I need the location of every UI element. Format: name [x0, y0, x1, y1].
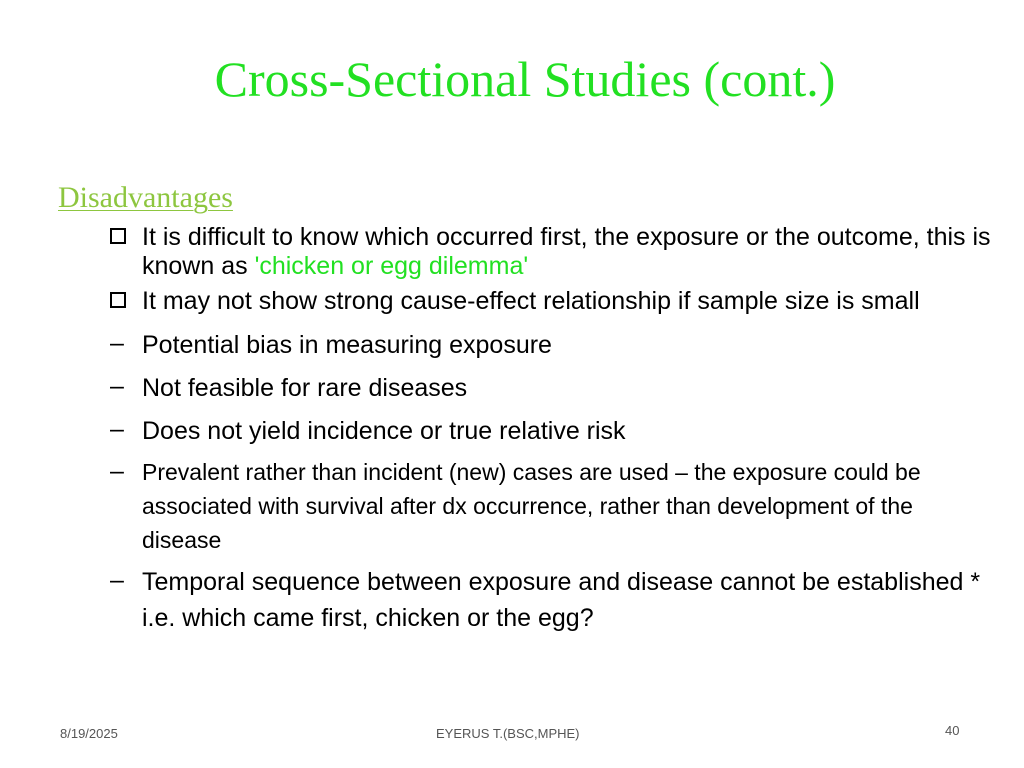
list-item [110, 223, 994, 281]
highlight-term: 'chicken or egg dilemma' [254, 252, 529, 280]
checkbox-bullet-icon [110, 228, 126, 244]
list-item [110, 455, 994, 557]
dash-bullet-icon: – [110, 372, 124, 400]
list-item-text: Prevalent rather than incident (new) cases are used – the exposure could be associated with survival after dx occurrence, rather than development of the disease [142, 459, 921, 553]
list-item-text: Not feasible for rare diseases [142, 374, 468, 402]
list-item-text: It may not show strong cause-effect relationship if sample size is small [142, 287, 920, 315]
list-item-text: Temporal sequence between exposure and disease cannot be established * i.e. which came first, chicken or the egg? [142, 568, 981, 632]
list-item [110, 327, 994, 363]
list-item-text [142, 223, 994, 281]
slide-title: Cross-Sectional Studies (cont.) [214, 51, 836, 107]
list-item-text-main: It is difficult to know which occurred first, the exposure or the outcome, this is known as [142, 223, 991, 280]
list-item [110, 370, 994, 406]
list-item [110, 564, 994, 636]
dash-bullet-icon: – [110, 566, 124, 594]
dash-bullet-icon: – [110, 457, 124, 485]
dash-bullet-icon: – [110, 329, 124, 357]
list-item [110, 287, 994, 316]
list-item-text: Does not yield incidence or true relative risk [142, 417, 626, 445]
page-number: 40 [945, 723, 960, 738]
dash-bullet-icon: – [110, 415, 124, 443]
footer-date: 8/19/2025 [60, 726, 118, 741]
list-item-text: Potential bias in measuring exposure [142, 331, 552, 359]
checkbox-bullet-icon [110, 292, 126, 308]
list-item [110, 413, 994, 449]
footer-author: EYERUS T.(BSC,MPHE) [436, 726, 580, 741]
section-heading: Disadvantages [58, 181, 233, 214]
